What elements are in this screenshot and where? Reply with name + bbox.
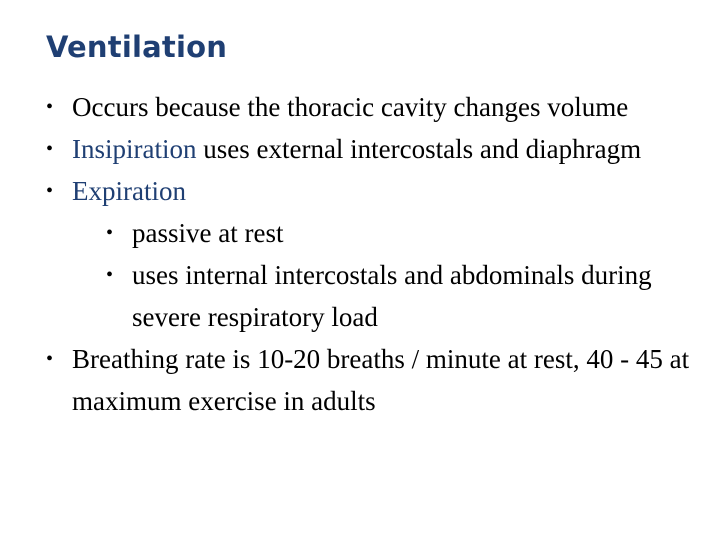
sub-bullet-item-passive	[106, 212, 706, 254]
bullet-item-expiration	[46, 170, 706, 212]
bullet-item-inspiration	[46, 128, 706, 170]
bullet-icon: •	[106, 222, 114, 244]
bullet-text: Breathing rate is 10-20 breaths / minute at rest, 40 - 45 at maximum exercise in adults	[72, 344, 690, 416]
sub-bullet-item-internal-intercostals	[106, 254, 706, 338]
bullet-icon: •	[106, 264, 114, 286]
bullet-icon: •	[46, 138, 54, 160]
bullet-text: passive at rest	[132, 218, 284, 248]
slide-title: Ventilation	[46, 30, 228, 64]
bullet-highlight: Expiration	[72, 176, 186, 206]
bullet-text: uses internal intercostals and abdominals during severe respiratory load	[132, 260, 652, 332]
bullet-item-breathing-rate	[46, 338, 706, 422]
bullet-icon: •	[46, 348, 54, 370]
bullet-icon: •	[46, 96, 54, 118]
bullet-list	[46, 86, 706, 422]
bullet-item-occurs	[46, 86, 706, 128]
bullet-highlight: Insipiration	[72, 134, 197, 164]
bullet-text: Occurs because the thoracic cavity changes volume	[72, 92, 629, 122]
bullet-text: uses external intercostals and diaphragm	[196, 134, 642, 164]
bullet-icon: •	[46, 180, 54, 202]
